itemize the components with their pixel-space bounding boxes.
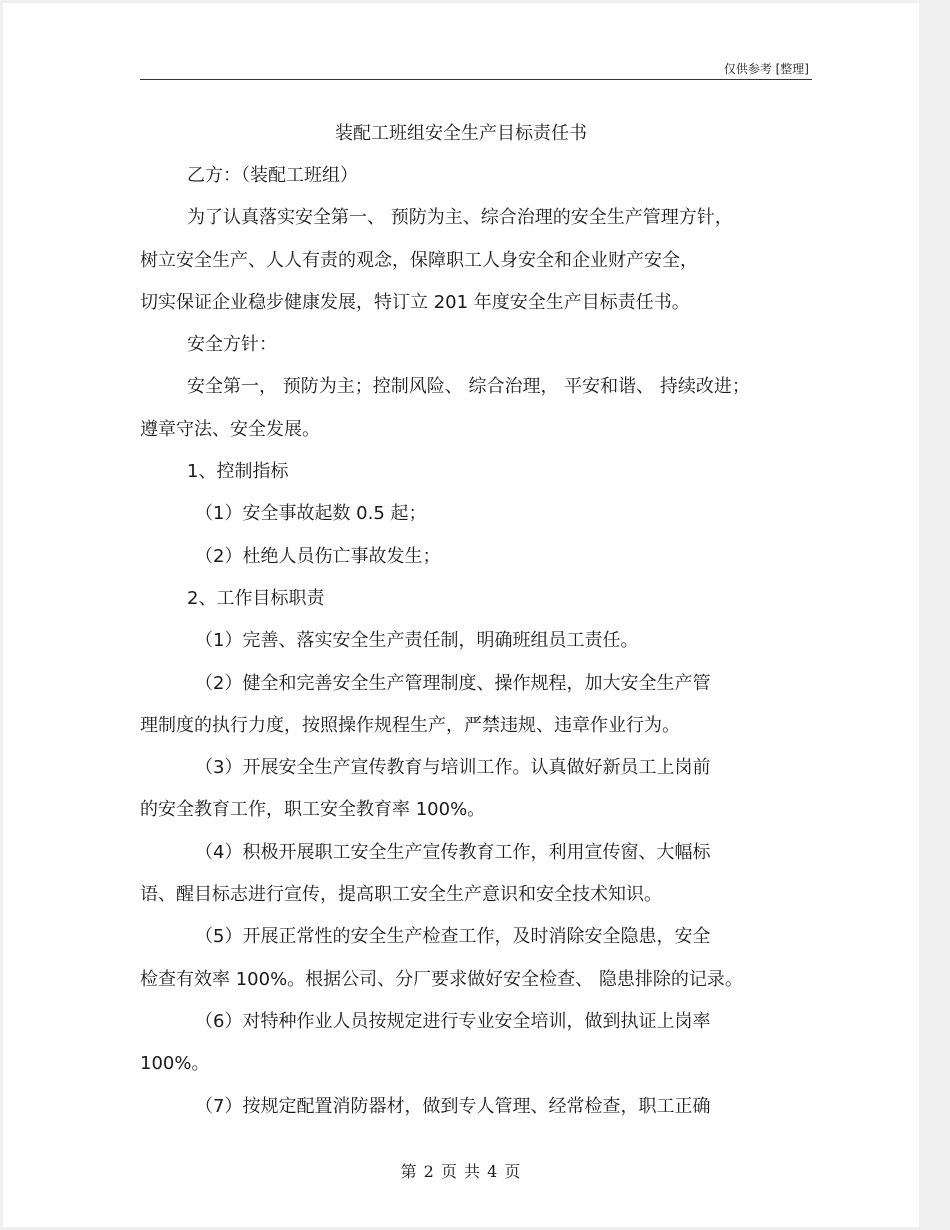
body-line: （6）对特种作业人员按规定进行专业安全培训，做到执证上岗率: [195, 1010, 711, 1032]
page-footer: 第 2 页 共 4 页: [400, 1162, 522, 1181]
header-divider: [140, 79, 812, 80]
body-line: 语、醒目标志进行宣传，提高职工安全生产意识和安全技术知识。: [140, 884, 662, 906]
body-line: 理制度的执行力度，按照操作规程生产，严禁违规、违章作业行为。: [140, 714, 680, 736]
body-line: 安全第一， 预防为主；控制风险、 综合治理， 平安和谐、 持续改进；: [187, 376, 750, 398]
body-line: 检查有效率 100%。根据公司、分厂要求做好安全检查、 隐患排除的记录。: [140, 968, 743, 990]
body-line: （1）安全事故起数 0.5 起；: [195, 503, 427, 525]
header-note: 仅供参考 [整理]: [723, 62, 809, 76]
body-line: （5）开展正常性的安全生产检查工作，及时消除安全隐患，安全: [195, 926, 711, 948]
body-line: （7）按规定配置消防器材，做到专人管理、经常检查，职工正确: [195, 1095, 711, 1117]
body-line: 2、工作目标职责: [187, 587, 325, 609]
body-line: （1）完善、落实安全生产责任制，明确班组员工责任。: [195, 630, 639, 652]
body-line: （3）开展安全生产宣传教育与培训工作。认真做好新员工上岗前: [195, 757, 711, 779]
body-line: 1、控制指标: [187, 461, 289, 483]
document-body: [140, 155, 820, 1128]
body-line: 安全方针：: [187, 334, 277, 356]
document-page: [3, 3, 919, 1227]
body-line: 切实保证企业稳步健康发展，特订立 201 年度安全生产目标责任书。: [140, 291, 690, 313]
body-line: 的安全教育工作，职工安全教育率 100%。: [140, 799, 486, 821]
body-line: 乙方：（装配工班组）: [187, 165, 358, 186]
body-line: （2）杜绝人员伤亡事故发生；: [195, 545, 441, 567]
body-line: 100%。: [140, 1053, 210, 1075]
body-line: （2）健全和完善安全生产管理制度、操作规程，加大安全生产管: [195, 672, 711, 694]
body-line: 遵章守法、安全发展。: [140, 418, 320, 440]
document-title: 装配工班组安全生产目标责任书: [335, 123, 587, 144]
body-line: 树立安全生产、人人有责的观念，保障职工人身安全和企业财产安全，: [140, 249, 698, 271]
body-line: 为了认真落实安全第一、 预防为主、综合治理的安全生产管理方针，: [187, 207, 733, 229]
body-line: （4）积极开展职工安全生产宣传教育工作，利用宣传窗、大幅标: [195, 841, 711, 863]
